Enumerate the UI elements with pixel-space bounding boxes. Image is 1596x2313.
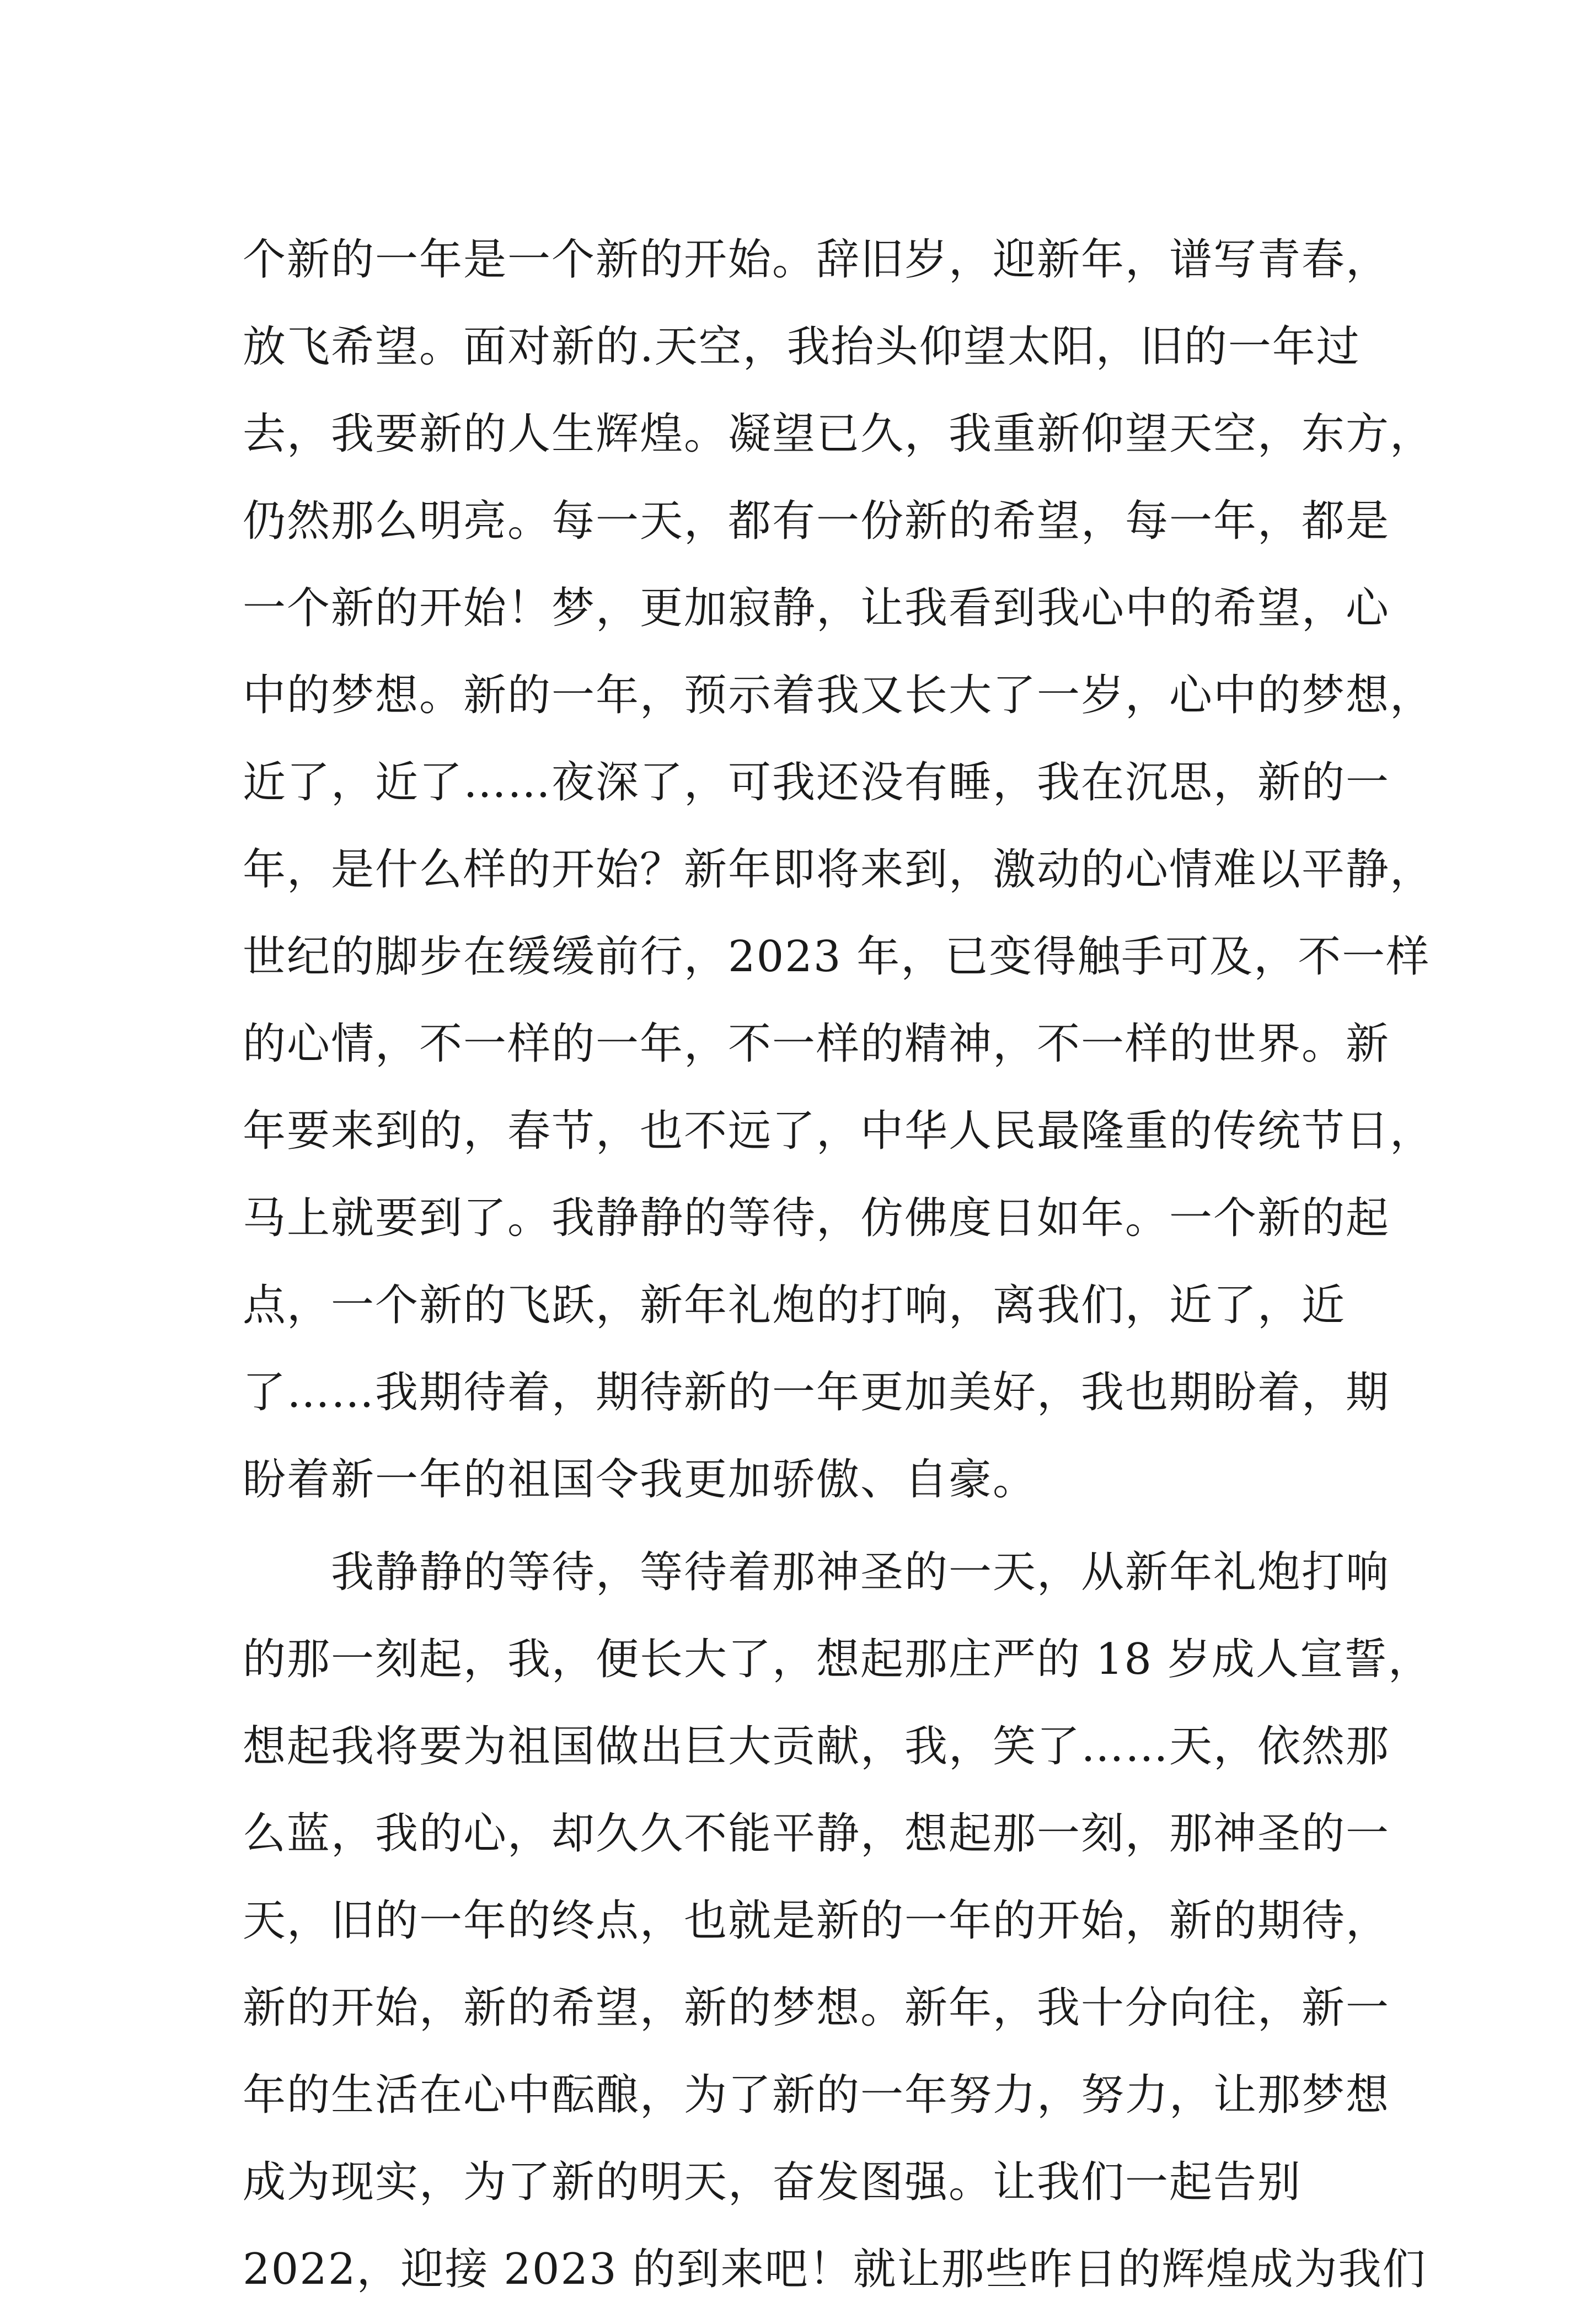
paragraph-line: 放飞希望。面对新的.天空，我抬头仰望太阳，旧的一年过 xyxy=(243,322,1361,372)
paragraph-line: 想起我将要为祖国做出巨大贡献，我，笑了……天，依然那 xyxy=(243,1722,1390,1771)
paragraph-line: 仍然那么明亮。每一天，都有一份新的希望，每一年，都是 xyxy=(243,496,1390,546)
paragraph-line: 2022，迎接 2023 的到来吧！就让那些昨日的辉煌成为我们 xyxy=(243,2245,1427,2294)
paragraph-2 xyxy=(243,1529,1432,2313)
paragraph-line: 世纪的脚步在缓缓前行，2023 年，已变得触手可及，不一样 xyxy=(243,932,1431,982)
paragraph-line: 盼着新一年的祖国令我更加骄傲、自豪。 xyxy=(243,1455,1037,1504)
paragraph-line: 个新的一年是一个新的开始。辞旧岁，迎新年，谱写青春， xyxy=(243,235,1390,285)
paragraph-1 xyxy=(243,216,1434,1523)
paragraph-line: 我静静的等待，等待着那神圣的一天，从新年礼炮打响 xyxy=(331,1548,1390,1597)
paragraph-line: 点，一个新的飞跃，新年礼炮的打响，离我们，近了，近 xyxy=(243,1281,1346,1330)
paragraph-line: 新的开始，新的希望，新的梦想。新年，我十分向往，新一 xyxy=(243,1983,1390,2033)
paragraph-line: 成为现实，为了新的明天，奋发图强。让我们一起告别 xyxy=(243,2157,1302,2207)
paragraph-line: 了……我期待着，期待新的一年更加美好，我也期盼着，期 xyxy=(243,1368,1390,1417)
paragraph-line: 的那一刻起，我，便长大了，想起那庄严的 18 岁成人宣誓， xyxy=(243,1635,1432,1684)
paragraph-line: 年，是什么样的开始？新年即将来到，激动的心情难以平静， xyxy=(243,845,1434,895)
paragraph-line: 中的梦想。新的一年，预示着我又长大了一岁，心中的梦想， xyxy=(243,671,1434,720)
paragraph-line: 的心情，不一样的一年，不一样的精神，不一样的世界。新 xyxy=(243,1019,1390,1069)
document-body xyxy=(243,216,1434,2313)
paragraph-line: 年要来到的，春节，也不远了，中华人民最隆重的传统节日， xyxy=(243,1106,1434,1156)
paragraph-line: 天，旧的一年的终点，也就是新的一年的开始，新的期待， xyxy=(243,1896,1390,1946)
paragraph-line: 去，我要新的人生辉煌。凝望已久，我重新仰望天空，东方， xyxy=(243,409,1434,459)
paragraph-line: 马上就要到了。我静静的等待，仿佛度日如年。一个新的起 xyxy=(243,1193,1390,1243)
paragraph-line: 一个新的开始！梦，更加寂静，让我看到我心中的希望，心 xyxy=(243,583,1390,633)
paragraph-line: 么蓝，我的心，却久久不能平静，想起那一刻，那神圣的一 xyxy=(243,1809,1390,1859)
paragraph-line: 近了，近了……夜深了，可我还没有睡，我在沉思，新的一 xyxy=(243,758,1390,807)
paragraph-line: 年的生活在心中酝酿，为了新的一年努力，努力，让那梦想 xyxy=(243,2070,1390,2120)
